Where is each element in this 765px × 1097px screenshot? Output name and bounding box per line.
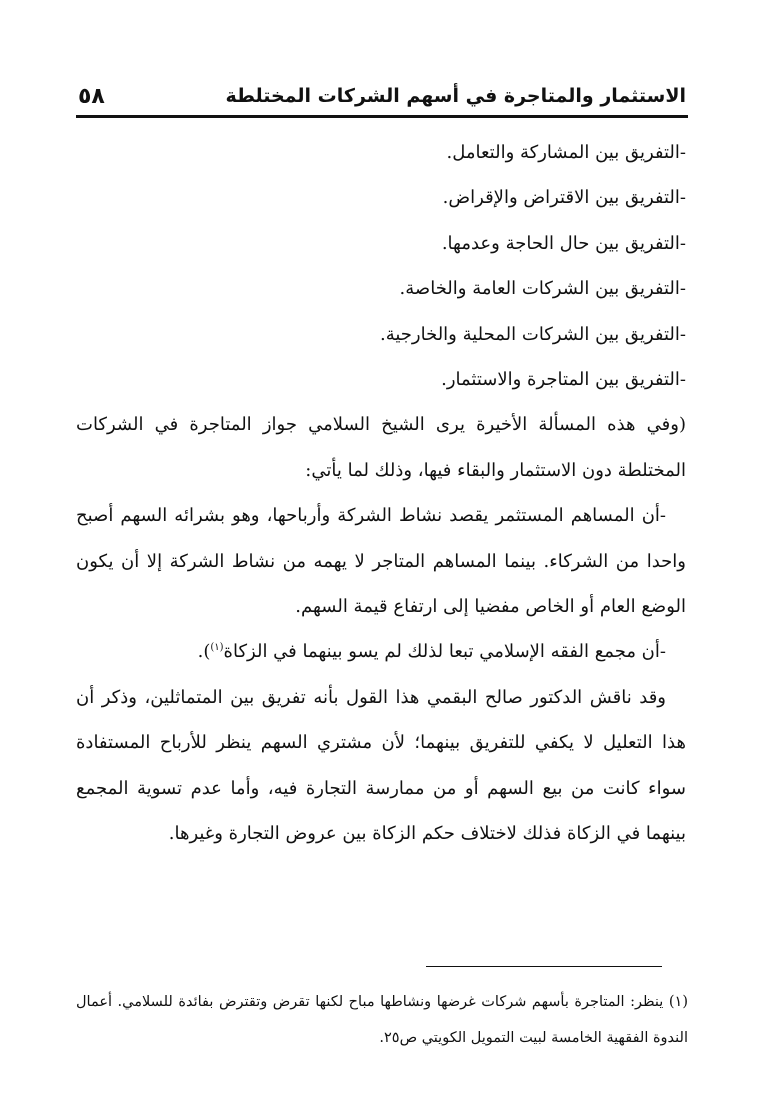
point-paragraph: -أن المساهم المستثمر يقصد نشاط الشركة وأرباحها، وهو بشرائه السهم أصبح واحدا من الشركاء. بينما المساهم المتاجر لا يهمه من نشاط الشركة إلا أن يكون الوضع العام أو الخاص مفضيا إلى ارتفاع قيمة السهم.: [76, 505, 686, 618]
list-item: -التفريق بين الشركات العامة والخاصة.: [399, 278, 686, 300]
header-rule: [76, 115, 688, 118]
page-body: [76, 130, 686, 857]
list-item: -التفريق بين الاقتراض والإقراض.: [442, 187, 686, 209]
discussion-paragraph: وقد ناقش الدكتور صالح البقمي هذا القول بأنه تفريق بين المتماثلين، وذكر أن هذا التعليل لا يكفي للتفريق بينهما؛ لأن مشتري السهم ينظر للأرباح المستفادة سواء كانت من بيع السهم أو من ممارسة التجارة فيه، وأما عدم تسوية المجمع بينهما في الزكاة فذلك لاختلاف حكم الزكاة بين عروض التجارة وغيرها.: [76, 686, 686, 845]
point-text: -أن مجمع الفقه الإسلامي تبعا لذلك لم يسو بينهما في الزكاة: [223, 641, 666, 663]
list-item: -التفريق بين المتاجرة والاستثمار.: [441, 369, 686, 391]
page-number: ٥٨: [78, 83, 105, 109]
running-title: الاستثمار والمتاجرة في أسهم الشركات المختلطة: [225, 85, 686, 107]
footnote-reference: (١): [210, 642, 224, 654]
footnote: (١) ينظر: المتاجرة بأسهم شركات غرضها ونشاطها مباح لكنها تقرض وتقترض بفائدة للسلامي. أعمال الندوة الفقهية الخامسة لبيت التمويل الكويتي ص٢٥.: [76, 994, 688, 1046]
closing-mark: ).: [197, 641, 211, 663]
list-item: -التفريق بين حال الحاجة وعدمها.: [441, 232, 686, 254]
list-item: -التفريق بين الشركات المحلية والخارجية.: [379, 323, 686, 345]
footnote-separator: [426, 966, 662, 967]
page-header: [78, 80, 686, 112]
point-paragraph-zakat: [76, 629, 686, 674]
intro-paragraph: (وفي هذه المسألة الأخيرة يرى الشيخ السلامي جواز المتاجرة في الشركات المختلطة دون الاستثمار والبقاء فيها، وذلك لما يأتي:: [76, 414, 686, 481]
list-item: -التفريق بين المشاركة والتعامل.: [446, 142, 686, 163]
